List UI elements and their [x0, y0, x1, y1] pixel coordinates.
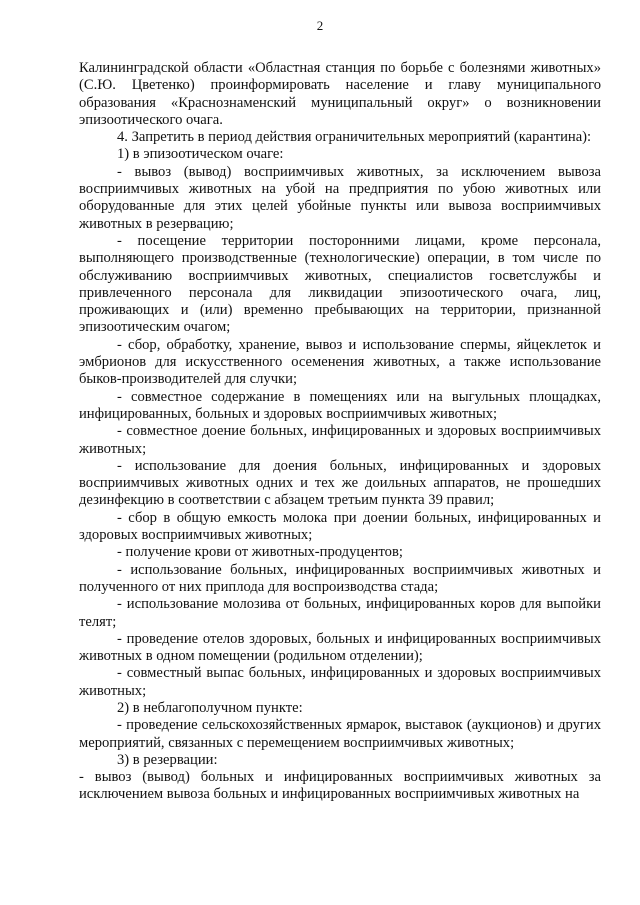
subheading-episootic-focus: 1) в эпизоотическом очаге: — [117, 146, 284, 163]
document-body — [79, 60, 601, 804]
subheading-unfavorable-point: 2) в неблагополучном пункте: — [117, 699, 303, 716]
paragraph-continuation: Калининградской области «Областная станция по борьбе с болезнями животных» (С.Ю. Цветенко) проинформировать население и главу муниципального образования «Краснознаменский муниципальный округ» о возникновении эпизоотического очага. — [79, 60, 601, 128]
list-item: - совместный выпас больных, инфицированных и здоровых восприимчивых животных; — [79, 665, 601, 699]
list-item: - использование молозива от больных, инфицированных коров для выпойки телят; — [79, 596, 601, 630]
list-item: - вывоз (вывод) восприимчивых животных, за исключением вывоза восприимчивых животных на убой на предприятия по убою животных или оборудованные для этих целей убойные пункты или вывоза восприимчивых животных в резервацию; — [79, 163, 601, 232]
list-item: - сбор в общую емкость молока при доении больных, инфицированных и здоровых восприимчивых животных; — [79, 509, 601, 544]
list-item: - совместное доение больных, инфицированных и здоровых восприимчивых животных; — [79, 423, 601, 457]
subheading-reservation: 3) в резервации: — [117, 751, 218, 768]
list-item: - сбор, обработку, хранение, вывоз и использование спермы, яйцеклеток и эмбрионов для искусственного осеменения животных, а также использование быков-производителей для случки; — [79, 336, 601, 388]
list-item: - проведение отелов здоровых, больных и инфицированных восприимчивых животных в одном помещении (родильном отделении); — [79, 630, 601, 665]
list-item: - проведение сельскохозяйственных ярмарок, выставок (аукционов) и других мероприятий, связанных с перемещением восприимчивых животных; — [79, 717, 601, 751]
list-item: - получение крови от животных-продуцентов; — [117, 544, 403, 561]
list-item: - использование для доения больных, инфицированных и здоровых восприимчивых животных одних и тех же доильных аппаратов, не прошедших дезинфекцию в соответствии с абзацем третьим пункта 39 правил; — [79, 457, 601, 509]
list-item: - совместное содержание в помещениях или на выгульных площадках, инфицированных, больных и здоровых восприимчивых животных; — [79, 388, 601, 422]
paragraph-item-4: 4. Запретить в период действия ограничительных мероприятий (карантина): — [117, 129, 592, 146]
list-item: - посещение территории посторонними лицами, кроме персонала, выполняющего производственные (технологические) операции, в том числе по обслуживанию восприимчивых животных, специалистов госветслужбы и привлеченного персонала для ликвидации эпизоотического очага, лиц, проживающих и (или) временно пребывающих на территории, признанной эпизоотическим очагом; — [79, 232, 601, 336]
list-item: - использование больных, инфицированных восприимчивых животных и полученного от них приплода для воспроизводства стада; — [79, 561, 601, 595]
page-number: 2 — [316, 18, 324, 33]
list-item: - вывоз (вывод) больных и инфицированных восприимчивых животных за исключением вывоза больных и инфицированных восприимчивых животных на — [79, 769, 601, 803]
